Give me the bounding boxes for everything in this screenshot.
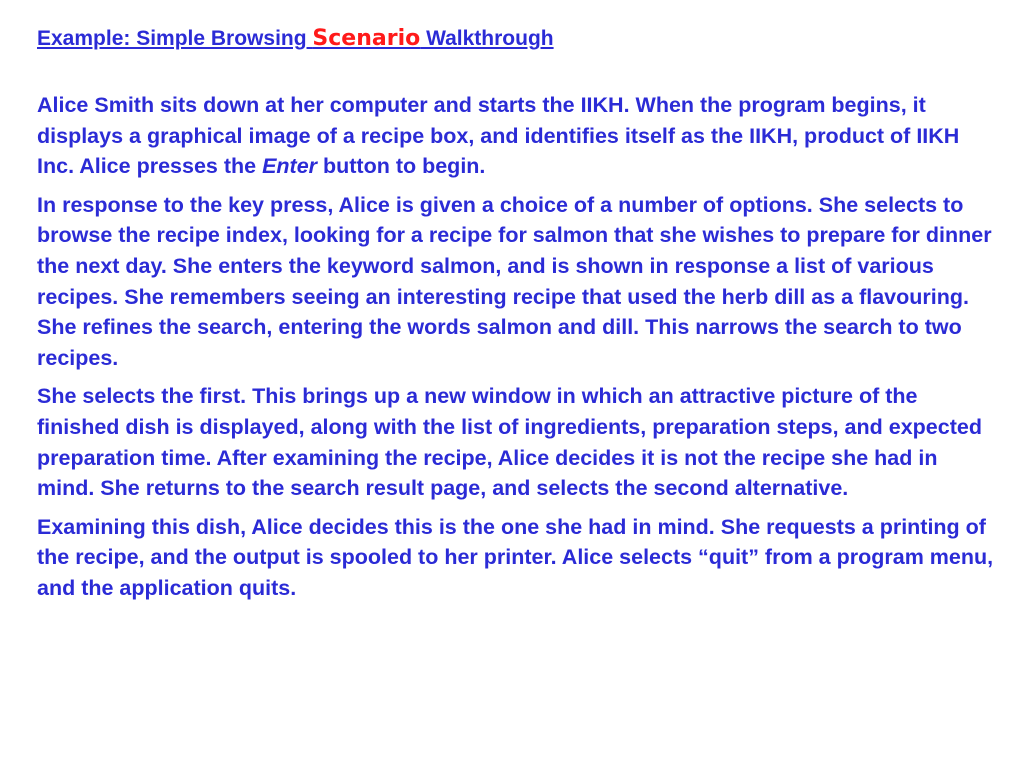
enter-emphasis: Enter — [262, 154, 318, 179]
slide-content — [37, 22, 997, 612]
paragraph-first-recipe: She selects the first. This brings up a new window in which an attractive picture of the finished dish is displayed, along with the list of ingredients, preparation steps, and expected preparation time. After examining the recipe, Alice decides it is not the recipe she had in mind. She returns to the search result page, and selects the second alternative. — [37, 384, 982, 501]
paragraph-second-recipe: Examining this dish, Alice decides this is the one she had in mind. She requests a printing of the recipe, and the output is spooled to her printer. Alice selects “quit” from a program menu, and the application quits. — [37, 514, 994, 600]
title-accent-word: Scenario — [312, 26, 421, 51]
slide-title — [37, 22, 997, 56]
title-part-2: Walkthrough — [420, 27, 554, 50]
paragraph-intro — [37, 90, 997, 182]
paragraph-search: In response to the key press, Alice is given a choice of a number of options. She selects to browse the recipe index, looking for a recipe for salmon that she wishes to prepare for dinner the next day. She enters the keyword salmon, and is shown in response a list of various recipes. She remembers seeing an interesting recipe that used the herb dill as a flavouring. She refines the search, entering the words salmon and dill. This narrows the search to two recipes. — [37, 192, 992, 370]
paragraph-intro-text: Alice Smith sits down at her computer and starts the IIKH. When the program begins, it displays a graphical image of a recipe box, and identifies itself as the IIKH, product of IIKH Inc. Alice presses the — [37, 93, 960, 179]
title-part-1: Example: Simple Browsing — [37, 27, 313, 50]
paragraph-intro-tail: button to begin. — [317, 154, 486, 179]
